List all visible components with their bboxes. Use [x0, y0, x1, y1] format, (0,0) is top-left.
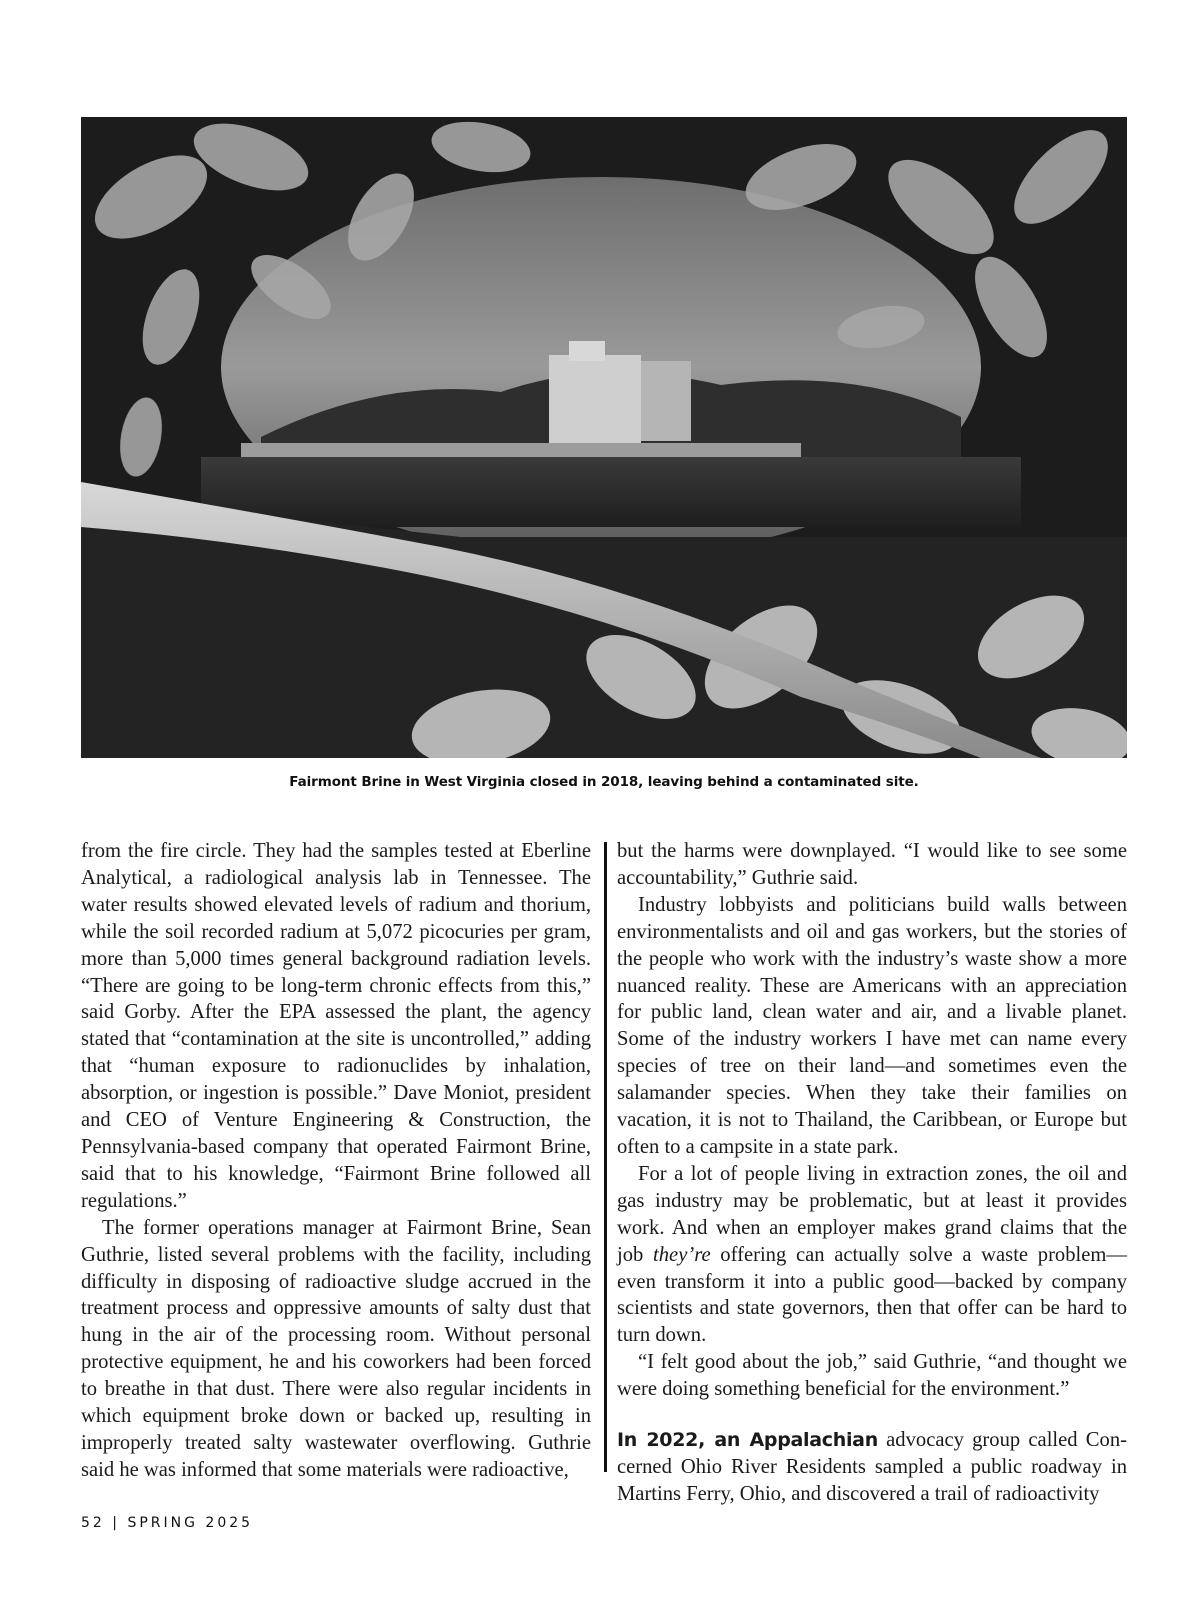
photo-illustration	[81, 117, 1127, 758]
right-paragraph-5	[617, 1427, 1127, 1508]
article-photo	[81, 117, 1127, 758]
right-column	[617, 838, 1127, 1508]
right-paragraph-3	[617, 1161, 1127, 1349]
page-footer	[81, 1515, 253, 1531]
right-paragraph-3-end: offering can actually solve a waste problem—even transform it into a public good—backed by company scientists and state governors, then that offer can be hard to turn down.	[617, 1243, 1127, 1347]
section-lead-in: In 2022, an Appalachian	[617, 1429, 878, 1452]
right-paragraph-3-start: For a lot of people living in extraction zones, the oil and gas industry may be problematic, but at least it provides work. And when an employer makes grand claims that the job	[617, 1162, 1127, 1266]
right-paragraph-2: Industry lobbyists and politicians build walls between environmentalists and oil and gas workers, but the stories of the people who work with the industry’s waste show a more nuanced reality. These are Americans with an appreciation for public land, clean water and air, and a livable planet. Some of the industry workers I have met can name every species of tree on their land—and sometimes even the salamander species. When they take their families on vacation, it is not to Thailand, the Caribbean, or Europe but often to a campsite in a state park.	[617, 893, 1127, 1158]
page-number: 52	[81, 1515, 105, 1531]
left-paragraph-1: from the fire circle. They had the samples tested at Eberline Analytical, a radiological analysis lab in Tennessee. The water results showed elevated levels of radium and thorium, while the soil recorded radium at 5,072 picocuries per gram, more than 5,000 times general background radiation levels. “There are going to be long-term chronic effects from this,” said Gorby. After the EPA assessed the plant, the agency stated that “contamination at the site is uncontrolled,” adding that “human exposure to radionuclides by inhalation, absorption, or ingestion is possible.” Dave Moniot, president and CEO of Venture Engineering & Construction, the Pennsylvania-based company that operated Fairmont Brine, said that to his knowledge, “Fairmont Brine followed all regulations.”	[81, 840, 591, 1212]
left-column	[81, 838, 591, 1484]
column-divider	[604, 842, 607, 1472]
footer-separator: |	[112, 1515, 120, 1531]
issue-label: SPRING 2025	[127, 1515, 254, 1531]
right-paragraph-3-italic: they’re	[653, 1243, 711, 1266]
photo-caption: Fairmont Brine in West Virginia closed in 2018, leaving behind a contaminated site.	[289, 774, 919, 790]
right-paragraph-5-text: advocacy group called Concerned Ohio River Residents sampled a public roadway in Martins Ferry, Ohio, and discovered a trail of radioactivity	[617, 1429, 1127, 1505]
right-paragraph-4: “I felt good about the job,” said Guthrie, “and thought we were doing something beneficial for the environment.”	[617, 1351, 1127, 1401]
left-paragraph-2: The former operations manager at Fairmont Brine, Sean Guthrie, listed several problems with the facility, including difficulty in disposing of radioactive sludge accrued in the treatment process and oppressive amounts of salty dust that hung in the air of the processing room. Without personal protective equipment, he and his coworkers had been forced to breathe in that dust. There were also regular incidents in which equipment broke down or backed up, resulting in improperly treated salty wastewater overflowing. Guthrie said he was informed that some materials were radioactive,	[81, 1216, 591, 1481]
right-paragraph-1: but the harms were downplayed. “I would like to see some accountability,” Guthrie said.	[617, 840, 1127, 889]
